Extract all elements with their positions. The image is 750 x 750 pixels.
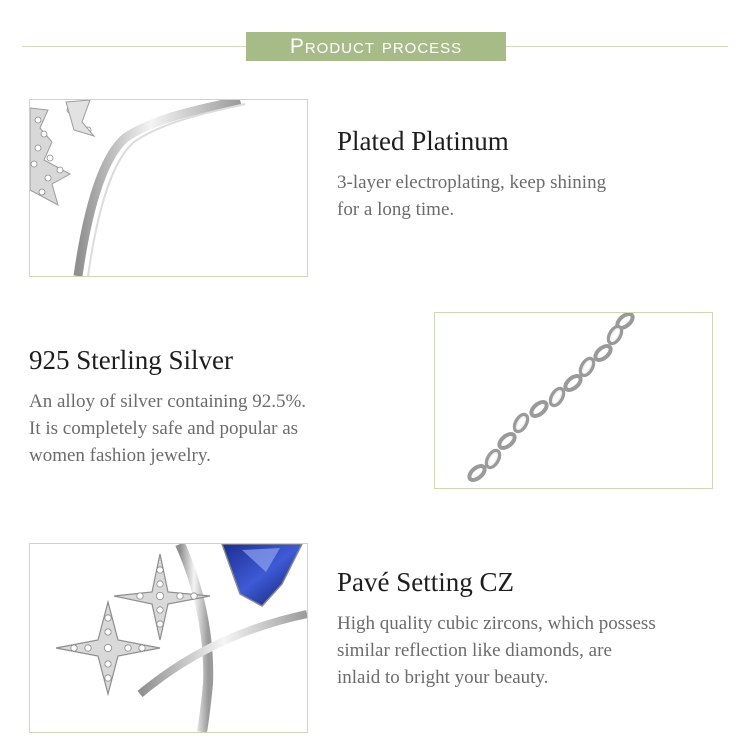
stone-setting-closeup-image (29, 543, 308, 733)
feature-description-line: An alloy of silver containing 92.5%. (29, 391, 307, 412)
feature-description-line: women fashion jewelry. (29, 445, 211, 466)
feature-description-line: similar reflection like diamonds, are (337, 640, 612, 661)
feature-title-plated-platinum: Plated Platinum (337, 126, 509, 156)
feature-description-line: It is completely safe and popular as (29, 418, 299, 439)
feature-description-line: High quality cubic zircons, which possess (337, 613, 656, 634)
feature-title-sterling-silver: 925 Sterling Silver (29, 345, 233, 375)
chain-closeup-image (434, 312, 713, 489)
feature-title-pave-setting: Pavé Setting CZ (337, 567, 514, 597)
feature-description-plated-platinum (337, 169, 697, 223)
feature-description-sterling-silver (29, 388, 389, 469)
pendant-closeup-image (29, 99, 308, 277)
feature-description-pave-setting (337, 610, 737, 691)
section-banner (246, 32, 506, 61)
feature-description-line: for a long time. (337, 199, 455, 220)
header-divider-right (506, 46, 728, 47)
feature-description-line: inlaid to bright your beauty. (337, 667, 549, 688)
feature-description-line: 3-layer electroplating, keep shining (337, 172, 607, 193)
header-divider-left (22, 46, 246, 47)
section-title: Product process (289, 34, 463, 58)
